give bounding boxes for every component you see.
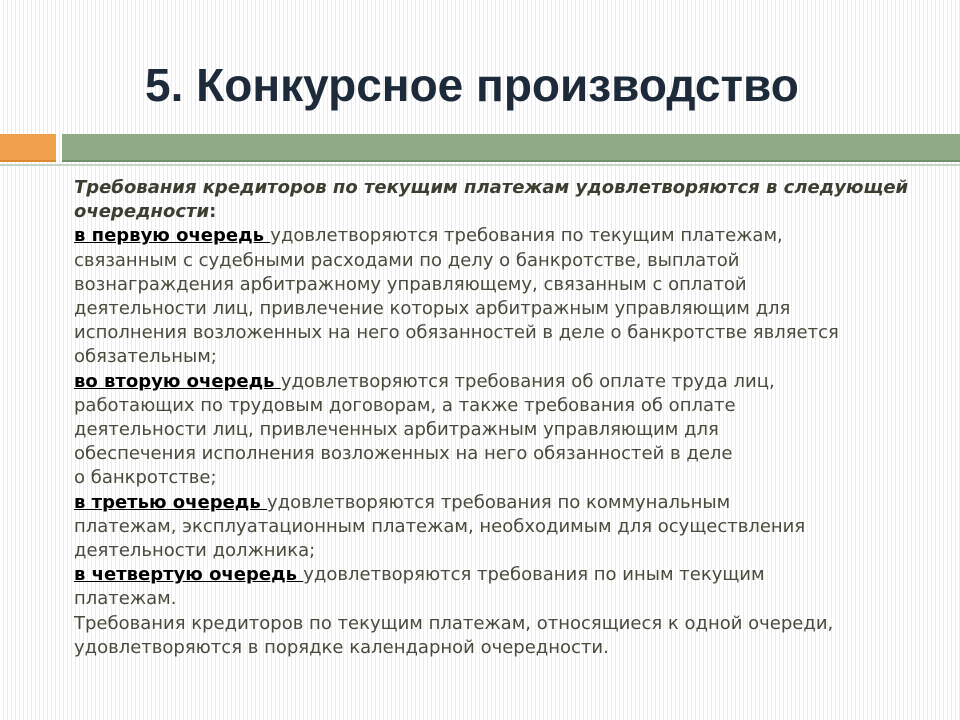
- item-third-line: деятельности должника;: [74, 540, 316, 562]
- item-second-line: обеспечения исполнения возложенных на него обязанностей в деле: [74, 443, 733, 465]
- accent-bar-orange: [0, 134, 56, 162]
- item-first-line: в первую очередь удовлетворяются требования по текущим платежам,: [74, 225, 783, 247]
- item-third-lead: в третью очередь: [74, 491, 267, 513]
- item-third-line: в третью очередь удовлетворяются требования по коммунальным: [74, 491, 731, 513]
- closing-line: удовлетворяются в порядке календарной очередности.: [74, 636, 609, 658]
- item-third-line: платежам, эксплуатационным платежам, необходимым для осуществления: [74, 515, 806, 537]
- accent-bar-green: [62, 134, 960, 162]
- item-second-line: деятельности лиц, привлеченных арбитражным управляющим для: [74, 419, 719, 441]
- item-first-line: исполнения возложенных на него обязанностей в деле о банкротстве является: [74, 322, 839, 344]
- closing-line: Требования кредиторов по текущим платежам, относящиеся к одной очереди,: [74, 612, 834, 634]
- item-second-line: во вторую очередь удовлетворяются требования об оплате труда лиц,: [74, 370, 775, 392]
- item-first-line: связанным с судебными расходами по делу о банкротстве, выплатой: [74, 249, 740, 271]
- item-first-line: деятельности лиц, привлечение которых арбитражным управляющим для: [74, 298, 791, 320]
- item-second-line: работающих по трудовым договорам, а также требования об оплате: [74, 394, 736, 416]
- intro-text: Требования кредиторов по текущим платежам удовлетворяются в следующей очередности: [74, 177, 909, 223]
- item-fourth-line: платежам.: [74, 588, 177, 610]
- intro-colon: :: [209, 201, 217, 223]
- divider-line: [0, 164, 960, 166]
- item-second-line: о банкротстве;: [74, 467, 217, 489]
- item-fourth-line: в четвертую очередь удовлетворяются требования по иным текущим: [74, 564, 765, 586]
- item-first-lead: в первую очередь: [74, 225, 271, 247]
- intro-paragraph: [74, 176, 944, 224]
- item-fourth-lead: в четвертую очередь: [74, 564, 304, 586]
- item-first-line: вознаграждения арбитражному управляющему, связанным с оплатой: [74, 273, 747, 295]
- body-text: [74, 176, 944, 660]
- item-second-lead: во вторую очередь: [74, 370, 281, 392]
- slide-title: 5. Конкурсное производство: [145, 59, 799, 111]
- item-first-line: обязательным;: [74, 346, 217, 368]
